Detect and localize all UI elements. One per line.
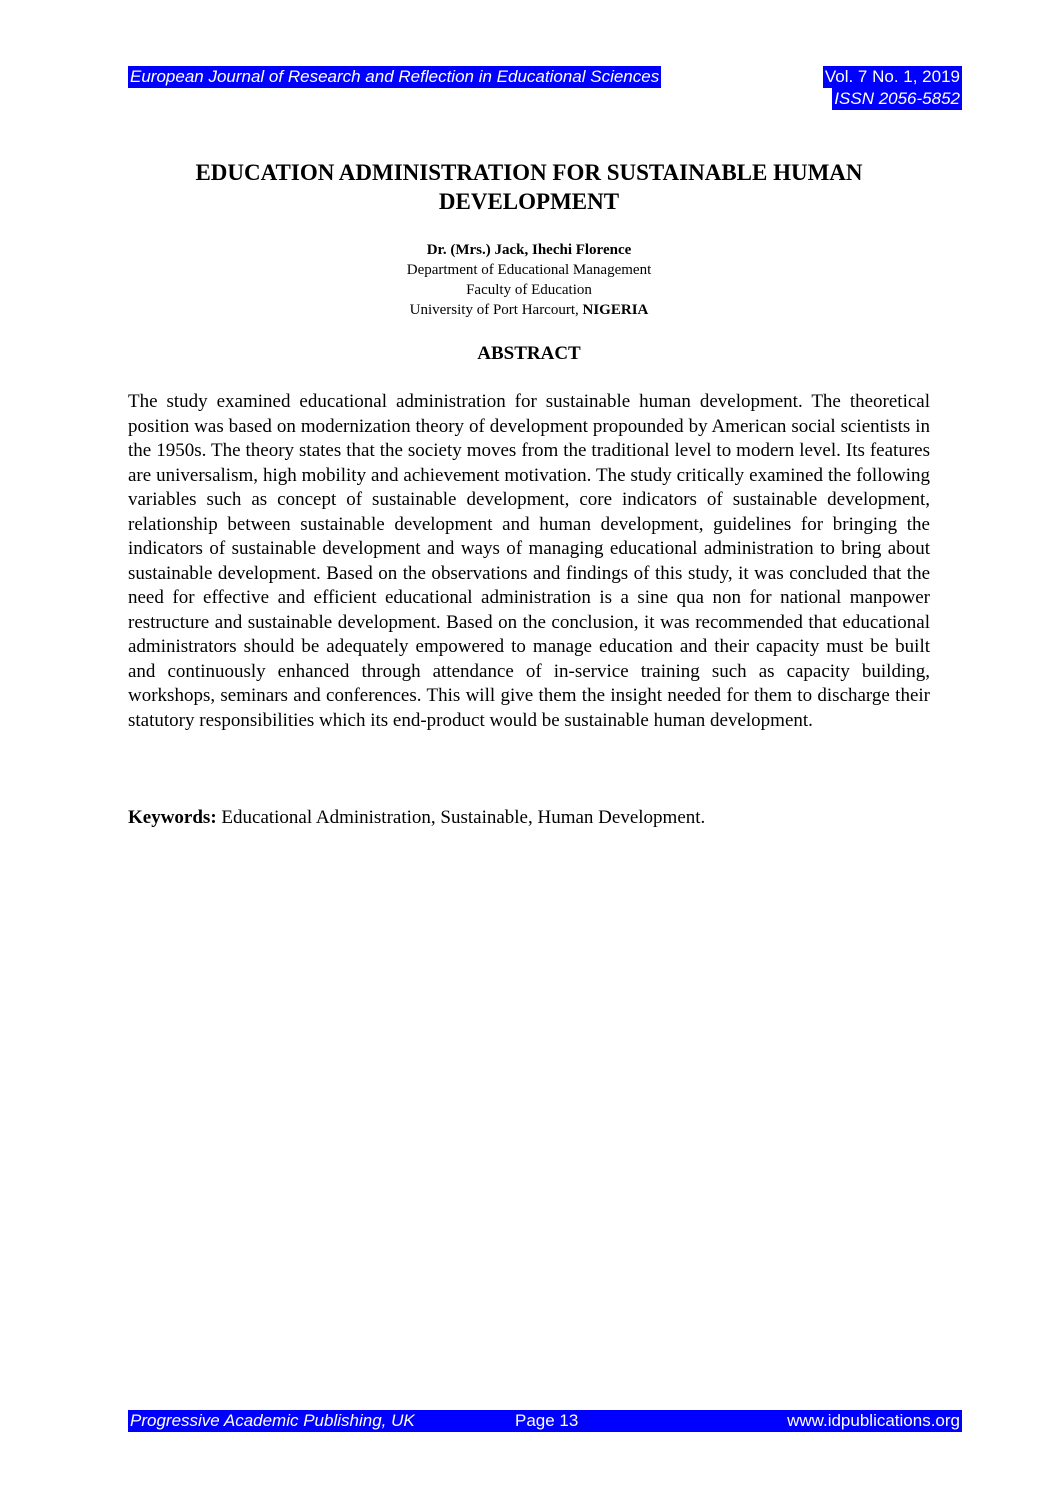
author-department: Department of Educational Management [406, 262, 652, 278]
issn: ISSN 2056-5852 [834, 89, 960, 108]
keywords-list: Educational Administration, Sustainable, Human Development. [216, 807, 706, 828]
author-block [128, 240, 930, 320]
abstract-text: The study examined educational administration for sustainable human development. The theoretical position was based on modernization theory of development propounded by American social scientists in the 1950s. The theory states that the society moves from the traditional level to modern level. Its features are universalism, high mobility and achievement motivation. The study critically examined the following variables such as concept of sustainable development, core indicators of sustainable development, relationship between sustainable development and human development, guidelines for bringing the indicators of sustainable development and ways of managing educational administration to bring about sustainable development. Based on the observations and findings of this study, it was concluded that the need for effective and efficient educational administration is a sine qua non for national manpower restructure and sustainable development. Based on the conclusion, it was recommended that educational administrators should be adequately empowered to manage education and their capacity must be built and continuously enhanced through attendance of in-service training such as capacity building, workshops, seminars and conferences. This will give them the insight needed for them to discharge their statutory responsibilities which its end-product would be sustainable human development. [128, 391, 930, 731]
paper-title [128, 158, 930, 216]
footer-url[interactable]: www.idpublications.org [787, 1411, 960, 1430]
paper-title-line1: EDUCATION ADMINISTRATION FOR SUSTAINABLE HUMAN [195, 160, 863, 185]
paper-title-line2: DEVELOPMENT [438, 189, 620, 214]
footer-bar [128, 1410, 962, 1432]
keywords [128, 806, 930, 830]
author-faculty: Faculty of Education [466, 282, 592, 298]
author-university [128, 300, 930, 320]
keywords-label: Keywords: [128, 807, 217, 828]
footer-publisher: Progressive Academic Publishing, UK [130, 1411, 415, 1430]
journal-name: European Journal of Research and Reflection in Educational Sciences [130, 67, 660, 86]
volume-info: Vol. 7 No. 1, 2019 [824, 67, 960, 86]
university-name: University of Port Harcourt, [409, 302, 583, 318]
author-name: Dr. (Mrs.) Jack, Ihechi Florence [426, 242, 632, 258]
footer-page-number: Page 13 [515, 1411, 579, 1430]
abstract-heading: ABSTRACT [477, 343, 581, 364]
author-country: NIGERIA [582, 302, 649, 318]
